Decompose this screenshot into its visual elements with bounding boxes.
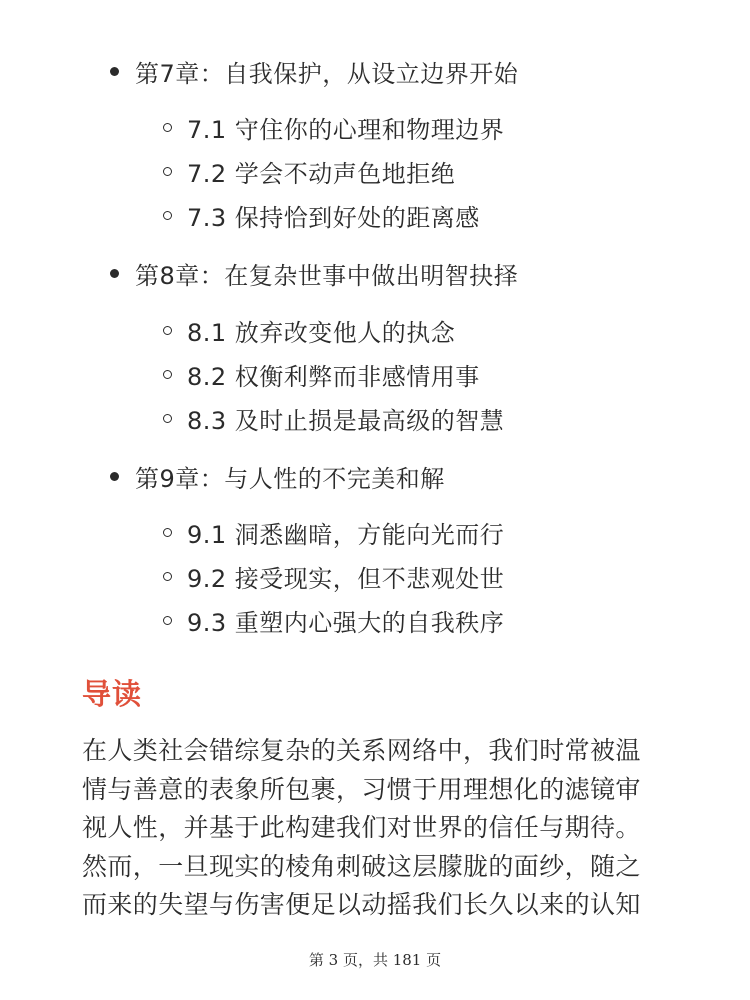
toc-chapter-9 — [110, 458, 445, 494]
section-title: 9.3 重塑内心强大的自我秩序 — [187, 608, 505, 637]
toc-section-9-3 — [163, 602, 504, 638]
bullet-dot-icon — [110, 472, 119, 481]
toc-section-7-1 — [163, 109, 504, 145]
toc-section-8-3 — [163, 400, 504, 436]
paragraph-line: 在人类社会错综复杂的关系网络中，我们时常被温 — [82, 736, 641, 765]
section-title: 7.1 守住你的心理和物理边界 — [187, 115, 505, 144]
bullet-circle-icon — [163, 414, 172, 423]
toc-section-7-2 — [163, 153, 455, 189]
section-title: 8.1 放弃改变他人的执念 — [187, 318, 456, 347]
toc-chapter-7 — [110, 53, 518, 89]
toc-section-7-3 — [163, 197, 480, 233]
toc-section-8-2 — [163, 356, 480, 392]
section-title: 9.2 接受现实，但不悲观处世 — [187, 564, 505, 593]
toc-section-9-1 — [163, 514, 504, 550]
section-title: 7.3 保持恰到好处的距离感 — [187, 203, 480, 232]
toc-chapter-8 — [110, 255, 518, 291]
intro-paragraph — [82, 732, 682, 925]
bullet-circle-icon — [163, 123, 172, 132]
chapter-title: 第9章：与人性的不完美和解 — [135, 464, 445, 493]
bullet-circle-icon — [163, 211, 172, 220]
bullet-dot-icon — [110, 67, 119, 76]
paragraph-line: 而来的失望与伤害便足以动摇我们长久以来的认知 — [82, 890, 641, 919]
page-number-footer: 第 3 页，共 181 页 — [308, 951, 442, 969]
bullet-dot-icon — [110, 269, 119, 278]
paragraph-line: 然而，一旦现实的棱角刺破这层朦胧的面纱，随之 — [82, 851, 641, 881]
toc-section-9-2 — [163, 558, 504, 594]
section-title: 7.2 学会不动声色地拒绝 — [187, 159, 456, 188]
bullet-circle-icon — [163, 572, 172, 581]
section-title: 8.3 及时止损是最高级的智慧 — [187, 406, 505, 435]
chapter-title: 第8章：在复杂世事中做出明智抉择 — [135, 261, 519, 290]
section-title: 8.2 权衡利弊而非感情用事 — [187, 362, 480, 391]
bullet-circle-icon — [163, 326, 172, 335]
paragraph-line: 视人性，并基于此构建我们对世界的信任与期待。 — [82, 813, 641, 842]
bullet-circle-icon — [163, 167, 172, 176]
toc-section-8-1 — [163, 312, 455, 348]
section-title: 9.1 洞悉幽暗，方能向光而行 — [187, 520, 505, 549]
bullet-circle-icon — [163, 370, 172, 379]
paragraph-line: 情与善意的表象所包裹，习惯于用理想化的滤镜审 — [82, 774, 641, 804]
bullet-circle-icon — [163, 616, 172, 625]
bullet-circle-icon — [163, 528, 172, 537]
intro-heading: 导读 — [82, 677, 143, 711]
chapter-title: 第7章：自我保护，从设立边界开始 — [135, 59, 519, 88]
